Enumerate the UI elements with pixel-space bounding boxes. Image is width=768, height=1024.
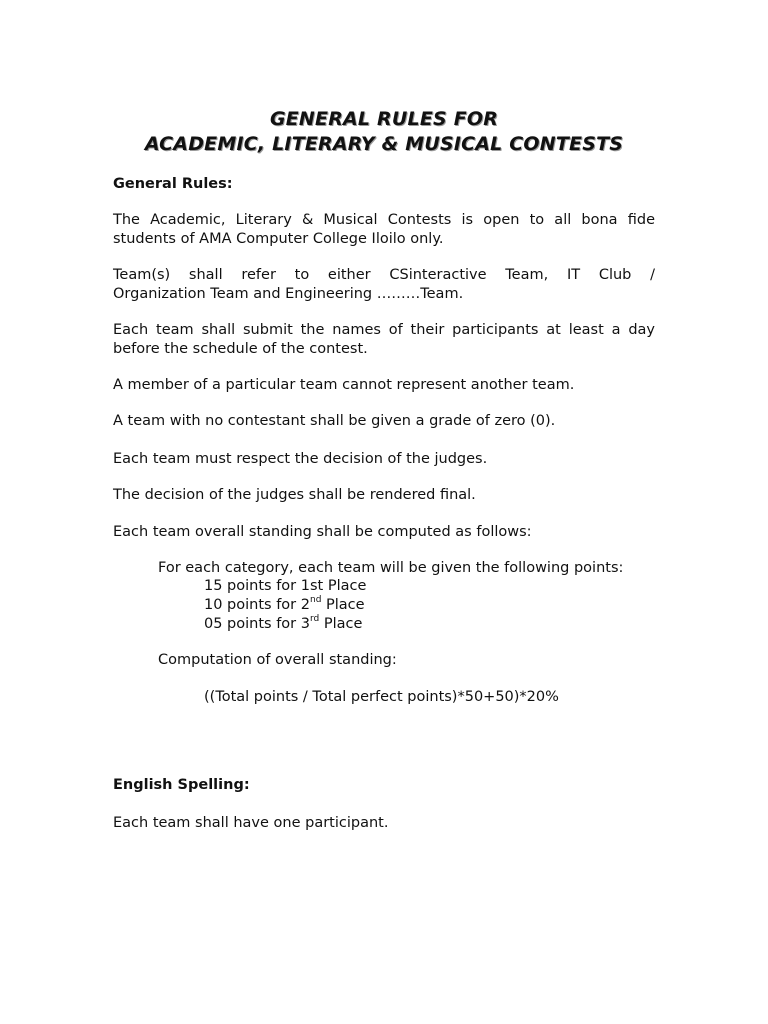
representation-rule: A member of a particular team cannot represent another team. [113, 377, 575, 393]
ordinal-suffix: rd [309, 614, 320, 625]
points-first-place-text: 15 points for 1st Place [204, 578, 367, 594]
points-first-place [204, 577, 746, 596]
ordinal-suffix: nd [309, 595, 322, 606]
teams-paragraph-line2: Organization Team and Engineering ………Team. [113, 286, 464, 302]
points-second-place-text: 10 points for 2 [204, 597, 310, 613]
document-title-line2: ACADEMIC, LITERARY & MUSICAL CONTESTS [144, 133, 624, 155]
submission-paragraph-line2: before the schedule of the contest. [113, 341, 368, 357]
document-title-line1: GENERAL RULES FOR [269, 108, 499, 130]
general-rules-heading: General Rules: [113, 176, 233, 192]
judges-respect-rule: Each team must respect the decision of the judges. [113, 451, 488, 467]
points-intro: For each category, each team will be given the following points: [158, 560, 624, 576]
computation-formula: ((Total points / Total perfect points)*50+50)*20% [204, 689, 559, 705]
zero-grade-rule: A team with no contestant shall be given a grade of zero (0). [113, 413, 556, 429]
english-spelling-heading: English Spelling: [113, 777, 250, 793]
points-third-place-text: 05 points for 3 [204, 616, 310, 632]
judges-final-rule: The decision of the judges shall be rendered final. [113, 487, 476, 503]
submission-paragraph-line1: Each team shall submit the names of their participants at least a day [113, 322, 655, 338]
teams-paragraph-line1: Team(s) shall refer to either CSinteractive Team, IT Club / [113, 267, 655, 283]
points-third-place-suffix: Place [319, 616, 363, 632]
points-second-place [204, 596, 746, 615]
points-third-place [204, 615, 746, 634]
eligibility-paragraph-line1: The Academic, Literary & Musical Contests is open to all bona fide [113, 212, 655, 228]
overall-standing-rule: Each team overall standing shall be computed as follows: [113, 524, 532, 540]
eligibility-paragraph-line2: students of AMA Computer College Iloilo only. [113, 231, 444, 247]
english-spelling-rule: Each team shall have one participant. [113, 815, 389, 831]
computation-label: Computation of overall standing: [158, 652, 397, 668]
points-second-place-suffix: Place [321, 597, 365, 613]
